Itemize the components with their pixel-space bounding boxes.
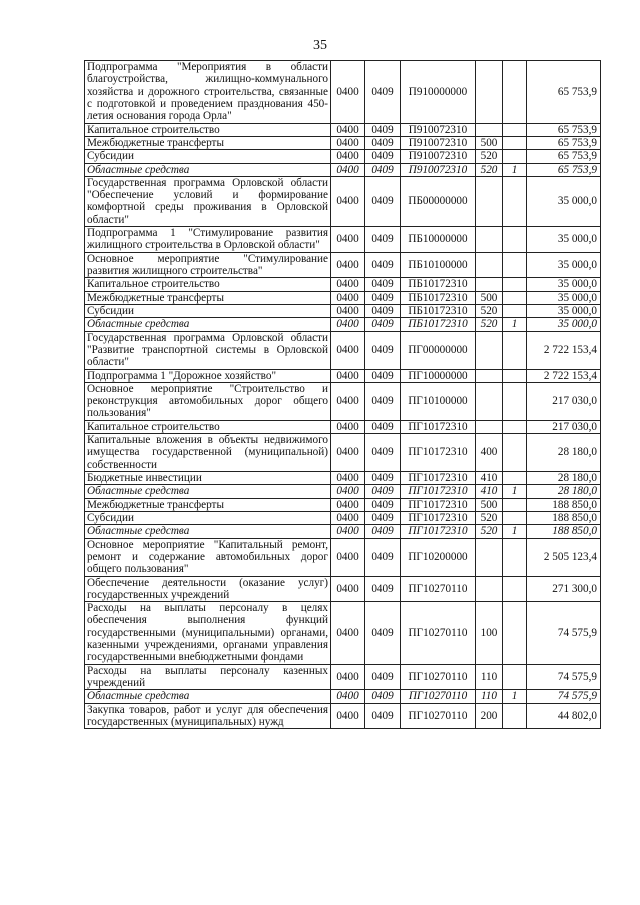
table-row <box>85 278 601 291</box>
subsection-code-cell: 0409 <box>365 278 401 291</box>
funding-source-cell <box>503 176 527 226</box>
budget-table <box>84 60 601 729</box>
table-row <box>85 331 601 369</box>
subsection-code-cell: 0409 <box>365 331 401 369</box>
amount-cell: 188 850,0 <box>527 525 601 538</box>
row-name-cell: Бюджетные инвестиции <box>85 472 331 485</box>
subsection-code-cell: 0409 <box>365 434 401 472</box>
row-name-cell: Субсидии <box>85 304 331 317</box>
amount-cell: 2 722 153,4 <box>527 369 601 382</box>
table-row <box>85 511 601 524</box>
expense-type-cell: 410 <box>476 485 503 498</box>
section-code-cell: 0400 <box>331 150 365 163</box>
amount-cell: 35 000,0 <box>527 252 601 278</box>
funding-source-cell <box>503 382 527 420</box>
funding-source-cell: 1 <box>503 690 527 703</box>
funding-source-cell <box>503 472 527 485</box>
amount-cell: 74 575,9 <box>527 690 601 703</box>
funding-source-cell <box>503 123 527 136</box>
subsection-code-cell: 0409 <box>365 369 401 382</box>
amount-cell: 35 000,0 <box>527 176 601 226</box>
target-article-cell: П910072310 <box>401 150 476 163</box>
table-row <box>85 304 601 317</box>
section-code-cell: 0400 <box>331 525 365 538</box>
row-name-cell: Расходы на выплаты персоналу казенных учреждений <box>85 664 331 690</box>
expense-type-cell: 400 <box>476 434 503 472</box>
row-name-cell: Обеспечение деятельности (оказание услуг) государственных учреждений <box>85 576 331 602</box>
section-code-cell: 0400 <box>331 511 365 524</box>
amount-cell: 74 575,9 <box>527 602 601 665</box>
subsection-code-cell: 0409 <box>365 498 401 511</box>
section-code-cell: 0400 <box>331 485 365 498</box>
expense-type-cell: 520 <box>476 511 503 524</box>
funding-source-cell <box>503 703 527 729</box>
expense-type-cell: 500 <box>476 291 503 304</box>
subsection-code-cell: 0409 <box>365 252 401 278</box>
target-article-cell: ПГ10270110 <box>401 602 476 665</box>
expense-type-cell: 520 <box>476 150 503 163</box>
target-article-cell: П910072310 <box>401 163 476 176</box>
row-name-cell: Основное мероприятие "Строительство и реконструкция автомобильных дорог общего пользования" <box>85 382 331 420</box>
section-code-cell: 0400 <box>331 538 365 576</box>
row-name-cell: Областные средства <box>85 485 331 498</box>
subsection-code-cell: 0409 <box>365 525 401 538</box>
funding-source-cell <box>503 278 527 291</box>
expense-type-cell: 520 <box>476 318 503 331</box>
target-article-cell: ПГ10270110 <box>401 703 476 729</box>
table-row <box>85 163 601 176</box>
amount-cell: 35 000,0 <box>527 227 601 253</box>
expense-type-cell <box>476 278 503 291</box>
row-name-cell: Закупка товаров, работ и услуг для обеспечения государственных (муниципальных) нужд <box>85 703 331 729</box>
funding-source-cell <box>503 369 527 382</box>
subsection-code-cell: 0409 <box>365 690 401 703</box>
row-name-cell: Межбюджетные трансферты <box>85 498 331 511</box>
funding-source-cell <box>503 136 527 149</box>
table-row <box>85 61 601 124</box>
subsection-code-cell: 0409 <box>365 291 401 304</box>
funding-source-cell: 1 <box>503 318 527 331</box>
expense-type-cell <box>476 420 503 433</box>
section-code-cell: 0400 <box>331 434 365 472</box>
target-article-cell: ПГ10172310 <box>401 498 476 511</box>
amount-cell: 65 753,9 <box>527 136 601 149</box>
funding-source-cell <box>503 61 527 124</box>
table-row <box>85 176 601 226</box>
target-article-cell: ПБ10172310 <box>401 304 476 317</box>
section-code-cell: 0400 <box>331 318 365 331</box>
expense-type-cell <box>476 123 503 136</box>
expense-type-cell: 520 <box>476 163 503 176</box>
subsection-code-cell: 0409 <box>365 61 401 124</box>
row-name-cell: Капитальное строительство <box>85 420 331 433</box>
table-row <box>85 382 601 420</box>
funding-source-cell <box>503 511 527 524</box>
subsection-code-cell: 0409 <box>365 576 401 602</box>
amount-cell: 65 753,9 <box>527 123 601 136</box>
expense-type-cell <box>476 331 503 369</box>
amount-cell: 35 000,0 <box>527 278 601 291</box>
subsection-code-cell: 0409 <box>365 136 401 149</box>
table-row <box>85 703 601 729</box>
amount-cell: 217 030,0 <box>527 382 601 420</box>
funding-source-cell <box>503 602 527 665</box>
page-number: 35 <box>313 38 327 53</box>
subsection-code-cell: 0409 <box>365 420 401 433</box>
section-code-cell: 0400 <box>331 123 365 136</box>
section-code-cell: 0400 <box>331 252 365 278</box>
amount-cell: 35 000,0 <box>527 304 601 317</box>
row-name-cell: Подпрограмма 1 "Стимулирование развития жилищного строительства в Орловской области" <box>85 227 331 253</box>
section-code-cell: 0400 <box>331 703 365 729</box>
target-article-cell: ПГ00000000 <box>401 331 476 369</box>
funding-source-cell <box>503 498 527 511</box>
section-code-cell: 0400 <box>331 690 365 703</box>
target-article-cell: ПГ10270110 <box>401 664 476 690</box>
subsection-code-cell: 0409 <box>365 511 401 524</box>
row-name-cell: Областные средства <box>85 690 331 703</box>
expense-type-cell: 410 <box>476 472 503 485</box>
expense-type-cell: 500 <box>476 136 503 149</box>
table-row <box>85 690 601 703</box>
amount-cell: 188 850,0 <box>527 511 601 524</box>
table-row <box>85 525 601 538</box>
target-article-cell: ПБ10172310 <box>401 278 476 291</box>
expense-type-cell: 200 <box>476 703 503 729</box>
row-name-cell: Областные средства <box>85 318 331 331</box>
target-article-cell: ПГ10100000 <box>401 382 476 420</box>
table-row <box>85 318 601 331</box>
amount-cell: 65 753,9 <box>527 61 601 124</box>
table-row <box>85 576 601 602</box>
row-name-cell: Субсидии <box>85 150 331 163</box>
row-name-cell: Межбюджетные трансферты <box>85 291 331 304</box>
funding-source-cell <box>503 420 527 433</box>
amount-cell: 65 753,9 <box>527 150 601 163</box>
funding-source-cell <box>503 227 527 253</box>
subsection-code-cell: 0409 <box>365 472 401 485</box>
target-article-cell: ПГ10172310 <box>401 472 476 485</box>
funding-source-cell: 1 <box>503 525 527 538</box>
subsection-code-cell: 0409 <box>365 123 401 136</box>
target-article-cell: ПБ10172310 <box>401 291 476 304</box>
funding-source-cell: 1 <box>503 485 527 498</box>
funding-source-cell <box>503 291 527 304</box>
section-code-cell: 0400 <box>331 227 365 253</box>
subsection-code-cell: 0409 <box>365 382 401 420</box>
table-row <box>85 150 601 163</box>
amount-cell: 217 030,0 <box>527 420 601 433</box>
row-name-cell: Капитальные вложения в объекты недвижимого имущества государственной (муниципальной) собственности <box>85 434 331 472</box>
table-row <box>85 602 601 665</box>
funding-source-cell <box>503 150 527 163</box>
section-code-cell: 0400 <box>331 382 365 420</box>
amount-cell: 2 722 153,4 <box>527 331 601 369</box>
row-name-cell: Подпрограмма 1 "Дорожное хозяйство" <box>85 369 331 382</box>
funding-source-cell <box>503 664 527 690</box>
row-name-cell: Капитальное строительство <box>85 123 331 136</box>
target-article-cell: ПГ10172310 <box>401 420 476 433</box>
row-name-cell: Основное мероприятие "Капитальный ремонт, ремонт и содержание автомобильных дорог общего пользования" <box>85 538 331 576</box>
table-row <box>85 420 601 433</box>
expense-type-cell <box>476 382 503 420</box>
target-article-cell: ПБ10000000 <box>401 227 476 253</box>
target-article-cell: ПГ10172310 <box>401 511 476 524</box>
row-name-cell: Расходы на выплаты персоналу в целях обеспечения выполнения функций государственными (муниципальными) органами, казенными учреждениями, органами управления государственными внебюджетными фондами <box>85 602 331 665</box>
table-row <box>85 538 601 576</box>
target-article-cell: П910072310 <box>401 136 476 149</box>
amount-cell: 271 300,0 <box>527 576 601 602</box>
table-row <box>85 252 601 278</box>
section-code-cell: 0400 <box>331 304 365 317</box>
table-row <box>85 123 601 136</box>
amount-cell: 65 753,9 <box>527 163 601 176</box>
section-code-cell: 0400 <box>331 61 365 124</box>
subsection-code-cell: 0409 <box>365 304 401 317</box>
section-code-cell: 0400 <box>331 576 365 602</box>
target-article-cell: ПГ10172310 <box>401 525 476 538</box>
expense-type-cell <box>476 576 503 602</box>
target-article-cell: П910072310 <box>401 123 476 136</box>
table-row <box>85 434 601 472</box>
table-row <box>85 664 601 690</box>
section-code-cell: 0400 <box>331 602 365 665</box>
amount-cell: 28 180,0 <box>527 485 601 498</box>
row-name-cell: Областные средства <box>85 525 331 538</box>
table-row <box>85 369 601 382</box>
table-row <box>85 498 601 511</box>
amount-cell: 2 505 123,4 <box>527 538 601 576</box>
table-row <box>85 136 601 149</box>
funding-source-cell <box>503 304 527 317</box>
subsection-code-cell: 0409 <box>365 703 401 729</box>
target-article-cell: ПБ10100000 <box>401 252 476 278</box>
funding-source-cell <box>503 538 527 576</box>
section-code-cell: 0400 <box>331 176 365 226</box>
subsection-code-cell: 0409 <box>365 664 401 690</box>
amount-cell: 188 850,0 <box>527 498 601 511</box>
target-article-cell: ПГ10270110 <box>401 690 476 703</box>
funding-source-cell <box>503 331 527 369</box>
row-name-cell: Подпрограмма "Мероприятия в области благоустройства, жилищно-коммунального хозяйства и дорожного строительства, связанные с подготовкой и проведением празднования 450-летия основания города Орла" <box>85 61 331 124</box>
target-article-cell: ПГ10200000 <box>401 538 476 576</box>
funding-source-cell <box>503 434 527 472</box>
target-article-cell: ПГ10270110 <box>401 576 476 602</box>
table-row <box>85 227 601 253</box>
section-code-cell: 0400 <box>331 472 365 485</box>
row-name-cell: Межбюджетные трансферты <box>85 136 331 149</box>
section-code-cell: 0400 <box>331 291 365 304</box>
subsection-code-cell: 0409 <box>365 318 401 331</box>
subsection-code-cell: 0409 <box>365 163 401 176</box>
funding-source-cell <box>503 252 527 278</box>
expense-type-cell <box>476 252 503 278</box>
subsection-code-cell: 0409 <box>365 227 401 253</box>
expense-type-cell <box>476 538 503 576</box>
target-article-cell: ПГ10000000 <box>401 369 476 382</box>
section-code-cell: 0400 <box>331 331 365 369</box>
expense-type-cell: 110 <box>476 664 503 690</box>
expense-type-cell <box>476 61 503 124</box>
section-code-cell: 0400 <box>331 278 365 291</box>
budget-table-body <box>85 61 601 729</box>
section-code-cell: 0400 <box>331 163 365 176</box>
section-code-cell: 0400 <box>331 498 365 511</box>
row-name-cell: Государственная программа Орловской области "Развитие транспортной системы в Орловской области" <box>85 331 331 369</box>
section-code-cell: 0400 <box>331 664 365 690</box>
row-name-cell: Областные средства <box>85 163 331 176</box>
funding-source-cell: 1 <box>503 163 527 176</box>
section-code-cell: 0400 <box>331 420 365 433</box>
row-name-cell: Капитальное строительство <box>85 278 331 291</box>
subsection-code-cell: 0409 <box>365 602 401 665</box>
expense-type-cell: 520 <box>476 525 503 538</box>
subsection-code-cell: 0409 <box>365 176 401 226</box>
amount-cell: 74 575,9 <box>527 664 601 690</box>
amount-cell: 35 000,0 <box>527 291 601 304</box>
expense-type-cell: 100 <box>476 602 503 665</box>
table-row <box>85 291 601 304</box>
target-article-cell: ПБ00000000 <box>401 176 476 226</box>
target-article-cell: ПБ10172310 <box>401 318 476 331</box>
expense-type-cell <box>476 227 503 253</box>
expense-type-cell <box>476 369 503 382</box>
amount-cell: 28 180,0 <box>527 434 601 472</box>
funding-source-cell <box>503 576 527 602</box>
target-article-cell: ПГ10172310 <box>401 434 476 472</box>
row-name-cell: Субсидии <box>85 511 331 524</box>
expense-type-cell: 110 <box>476 690 503 703</box>
table-row <box>85 485 601 498</box>
target-article-cell: ПГ10172310 <box>401 485 476 498</box>
amount-cell: 44 802,0 <box>527 703 601 729</box>
subsection-code-cell: 0409 <box>365 150 401 163</box>
target-article-cell: П910000000 <box>401 61 476 124</box>
section-code-cell: 0400 <box>331 136 365 149</box>
subsection-code-cell: 0409 <box>365 485 401 498</box>
section-code-cell: 0400 <box>331 369 365 382</box>
table-row <box>85 472 601 485</box>
expense-type-cell <box>476 176 503 226</box>
subsection-code-cell: 0409 <box>365 538 401 576</box>
row-name-cell: Государственная программа Орловской области "Обеспечение условий и формирование комфортной среды проживания в Орловской области" <box>85 176 331 226</box>
expense-type-cell: 500 <box>476 498 503 511</box>
row-name-cell: Основное мероприятие "Стимулирование развития жилищного строительства" <box>85 252 331 278</box>
amount-cell: 35 000,0 <box>527 318 601 331</box>
amount-cell: 28 180,0 <box>527 472 601 485</box>
expense-type-cell: 520 <box>476 304 503 317</box>
